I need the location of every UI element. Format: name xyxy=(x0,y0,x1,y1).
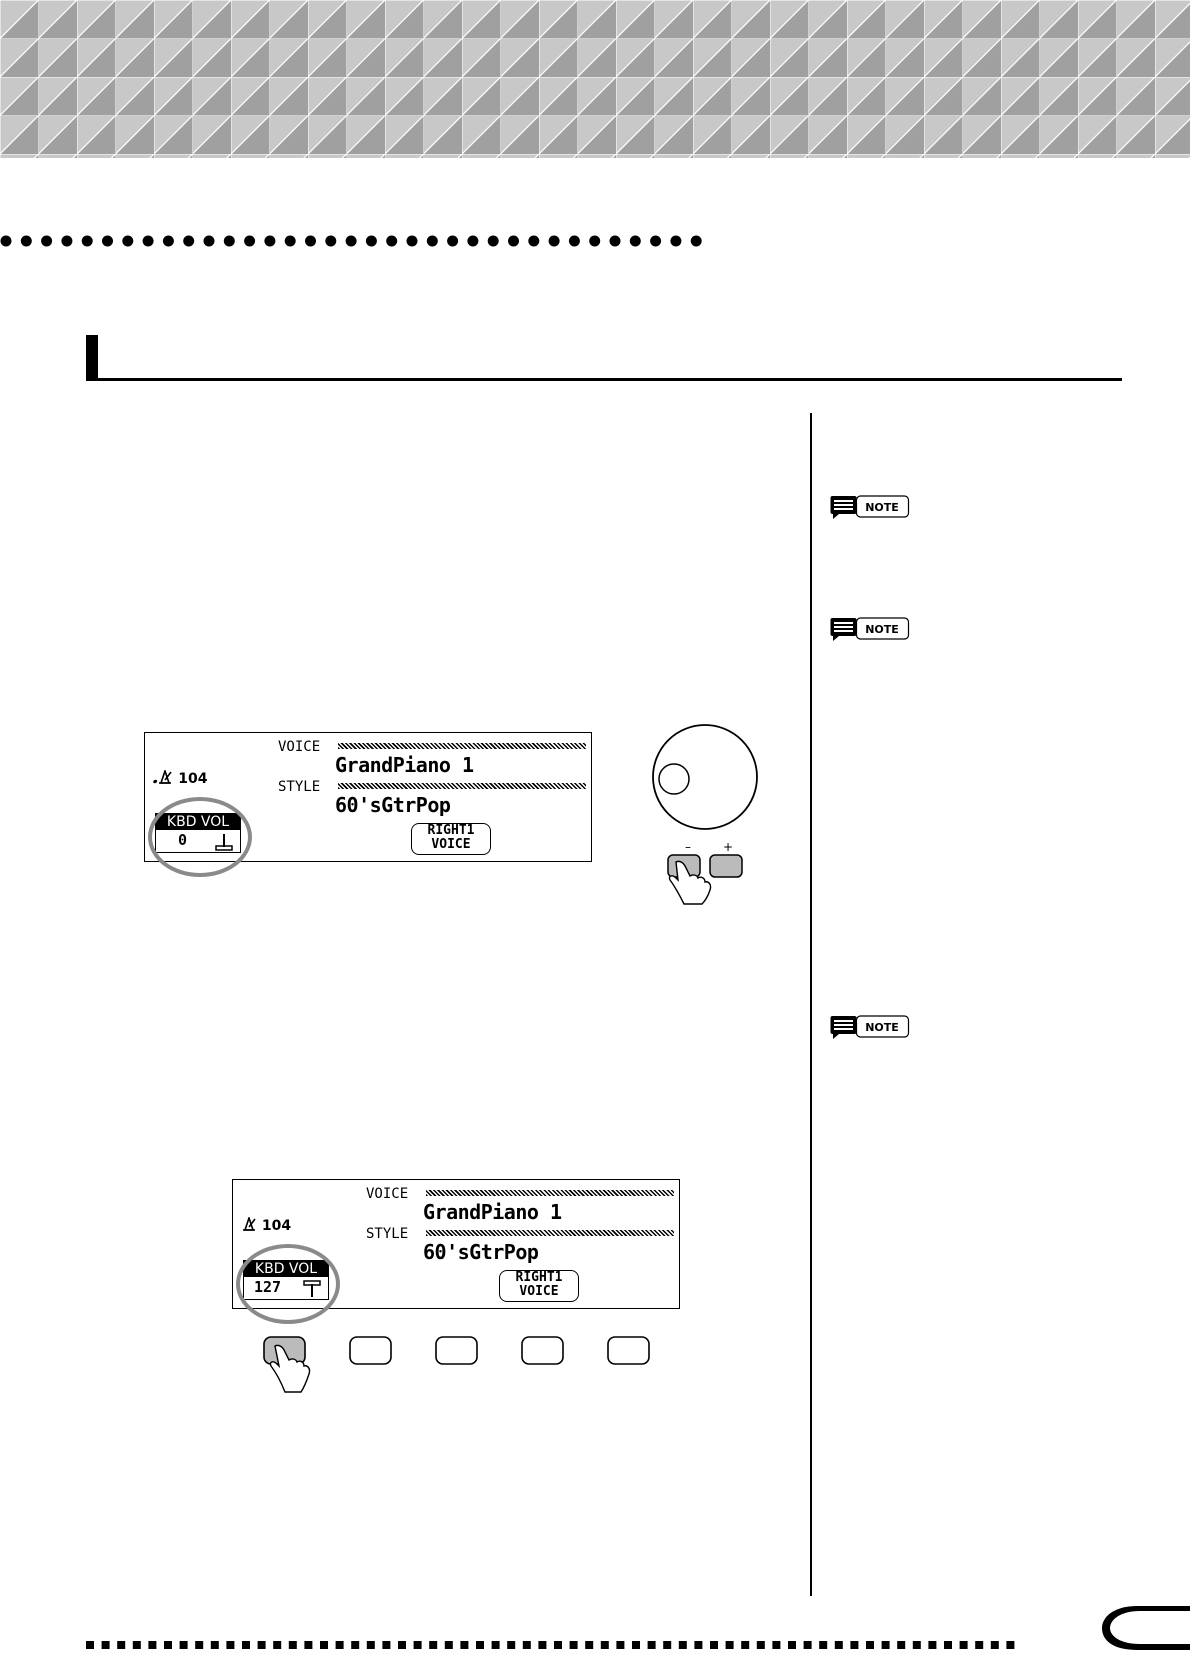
dash-mark xyxy=(772,1641,780,1649)
style-stripe xyxy=(338,783,586,789)
style-name: 60'sGtrPop xyxy=(335,793,451,817)
dash-mark xyxy=(460,1641,468,1649)
divider-dot xyxy=(82,236,93,247)
divider-dot xyxy=(691,236,702,247)
dash-mark xyxy=(86,1641,94,1649)
bottom-dashed-rule xyxy=(86,1634,1026,1642)
note-label: NOTE xyxy=(865,1021,899,1034)
margin-column-rule xyxy=(810,413,812,1596)
dash-mark xyxy=(975,1641,983,1649)
dash-mark xyxy=(133,1641,141,1649)
divider-dot xyxy=(407,236,418,247)
voice-label: VOICE xyxy=(278,739,321,755)
divider-dot xyxy=(102,236,113,247)
right1-voice-line2: VOICE xyxy=(519,1284,559,1299)
dash-mark xyxy=(258,1641,266,1649)
dash-mark xyxy=(367,1641,375,1649)
section-heading-rule xyxy=(86,378,1122,381)
dotted-divider xyxy=(0,232,710,250)
dash-mark xyxy=(694,1641,702,1649)
divider-dot xyxy=(163,236,174,247)
lcd-button-5[interactable] xyxy=(608,1337,649,1364)
dash-mark xyxy=(991,1641,999,1649)
divider-dot xyxy=(508,236,519,247)
dash-mark xyxy=(648,1641,656,1649)
divider-dot xyxy=(427,236,438,247)
dash-mark xyxy=(164,1641,172,1649)
dash-mark xyxy=(804,1641,812,1649)
tempo-readout xyxy=(153,770,208,787)
voice-stripe xyxy=(426,1190,674,1196)
section-heading-bar xyxy=(86,335,98,380)
dash-mark xyxy=(850,1641,858,1649)
divider-dot xyxy=(488,236,499,247)
triangle-pattern xyxy=(0,0,1190,158)
divider-dot xyxy=(61,236,72,247)
dash-mark xyxy=(180,1641,188,1649)
divider-dot xyxy=(183,236,194,247)
right1-voice-button[interactable] xyxy=(411,823,491,855)
dash-mark xyxy=(320,1641,328,1649)
divider-dot xyxy=(386,236,397,247)
dash-mark xyxy=(554,1641,562,1649)
divider-dot xyxy=(447,236,458,247)
keyboard-icon xyxy=(834,1020,853,1030)
dash-mark xyxy=(710,1641,718,1649)
right1-voice-button[interactable] xyxy=(499,1270,579,1302)
highlight-circle xyxy=(148,797,252,877)
right1-voice-line2: VOICE xyxy=(431,837,471,852)
dash-mark xyxy=(211,1641,219,1649)
divider-dot xyxy=(204,236,215,247)
keyboard-icon xyxy=(834,500,853,510)
dash-mark xyxy=(195,1641,203,1649)
dash-mark xyxy=(382,1641,390,1649)
minus-label: – xyxy=(685,840,691,854)
dial-grip-icon xyxy=(659,764,689,794)
style-label: STYLE xyxy=(366,1226,409,1242)
divider-dot xyxy=(305,236,316,247)
dash-mark xyxy=(102,1641,110,1649)
divider-dot xyxy=(630,236,641,247)
divider-dot xyxy=(650,236,661,247)
plus-button[interactable] xyxy=(710,855,742,877)
dash-mark xyxy=(882,1641,890,1649)
divider-dot xyxy=(549,236,560,247)
divider-dot xyxy=(41,236,52,247)
divider-dot xyxy=(21,236,32,247)
dash-mark xyxy=(538,1641,546,1649)
voice-name: GrandPiano 1 xyxy=(423,1200,562,1224)
divider-dot xyxy=(122,236,133,247)
divider-dot xyxy=(610,236,621,247)
divider-dot xyxy=(224,236,235,247)
style-stripe xyxy=(426,1230,674,1236)
dash-mark xyxy=(679,1641,687,1649)
right1-voice-line1: RIGHT1 xyxy=(515,1270,563,1285)
style-name: 60'sGtrPop xyxy=(423,1240,539,1264)
dash-mark xyxy=(351,1641,359,1649)
dash-mark xyxy=(944,1641,952,1649)
note-label: NOTE xyxy=(865,623,899,636)
kbd-vol-label: KBD VOL xyxy=(244,1261,328,1277)
divider-dot xyxy=(528,236,539,247)
metronome-icon xyxy=(241,1217,257,1231)
dash-mark xyxy=(601,1641,609,1649)
dash-mark xyxy=(507,1641,515,1649)
divider-dot xyxy=(346,236,357,247)
tempo-value: 104 xyxy=(261,1218,292,1234)
divider-dot xyxy=(467,236,478,247)
tempo-readout xyxy=(241,1217,291,1234)
dash-mark xyxy=(788,1641,796,1649)
dash-mark xyxy=(757,1641,765,1649)
dash-mark xyxy=(1006,1641,1014,1649)
dash-mark xyxy=(398,1641,406,1649)
plus-label: + xyxy=(723,840,734,854)
dash-mark xyxy=(148,1641,156,1649)
note-badge xyxy=(830,495,910,519)
dash-mark xyxy=(304,1641,312,1649)
dash-mark xyxy=(928,1641,936,1649)
dash-mark xyxy=(726,1641,734,1649)
dash-mark xyxy=(476,1641,484,1649)
dash-mark xyxy=(819,1641,827,1649)
dash-mark xyxy=(960,1641,968,1649)
dash-mark xyxy=(866,1641,874,1649)
dash-mark xyxy=(616,1641,624,1649)
dash-mark xyxy=(117,1641,125,1649)
divider-dot xyxy=(569,236,580,247)
dash-mark xyxy=(741,1641,749,1649)
highlight-circle xyxy=(236,1244,340,1324)
kbd-vol-value: 0 xyxy=(178,831,188,849)
dash-mark xyxy=(663,1641,671,1649)
style-label: STYLE xyxy=(278,779,321,795)
voice-label: VOICE xyxy=(366,1186,409,1202)
divider-dot xyxy=(589,236,600,247)
header-pattern-band xyxy=(0,0,1190,158)
dash-mark xyxy=(429,1641,437,1649)
dash-mark xyxy=(897,1641,905,1649)
dash-mark xyxy=(445,1641,453,1649)
divider-dot xyxy=(244,236,255,247)
dash-mark xyxy=(336,1641,344,1649)
dash-mark xyxy=(570,1641,578,1649)
divider-dot xyxy=(366,236,377,247)
dash-mark xyxy=(242,1641,250,1649)
voice-name: GrandPiano 1 xyxy=(335,753,474,777)
divider-dot xyxy=(264,236,275,247)
kbd-vol-label: KBD VOL xyxy=(156,814,240,830)
dash-mark xyxy=(273,1641,281,1649)
dash-mark xyxy=(523,1641,531,1649)
right1-voice-line1: RIGHT1 xyxy=(427,823,475,838)
dash-mark xyxy=(414,1641,422,1649)
dash-mark xyxy=(913,1641,921,1649)
lcd-button-3[interactable] xyxy=(436,1337,477,1364)
note-badge xyxy=(830,1015,910,1039)
note-label: NOTE xyxy=(865,501,899,514)
metronome-icon xyxy=(157,770,173,784)
kbd-vol-value: 127 xyxy=(254,1278,282,1296)
dash-mark xyxy=(585,1641,593,1649)
keyboard-icon xyxy=(834,622,853,632)
page-number-tab xyxy=(1098,1606,1190,1650)
lcd-button-row xyxy=(255,1330,665,1400)
voice-stripe xyxy=(338,743,586,749)
lcd-button-2[interactable] xyxy=(350,1337,391,1364)
dash-mark xyxy=(492,1641,500,1649)
dash-mark xyxy=(632,1641,640,1649)
divider-dot xyxy=(325,236,336,247)
lcd-button-4[interactable] xyxy=(522,1337,563,1364)
divider-dot xyxy=(143,236,154,247)
dash-mark xyxy=(226,1641,234,1649)
data-dial-assembly xyxy=(640,720,770,905)
divider-dot xyxy=(1,236,12,247)
dash-mark xyxy=(289,1641,297,1649)
tempo-value: 104 xyxy=(178,771,208,787)
note-badge xyxy=(830,617,910,641)
divider-dot xyxy=(670,236,681,247)
divider-dot xyxy=(285,236,296,247)
metronome-icon: 𝅘 xyxy=(153,771,158,787)
dash-mark xyxy=(835,1641,843,1649)
